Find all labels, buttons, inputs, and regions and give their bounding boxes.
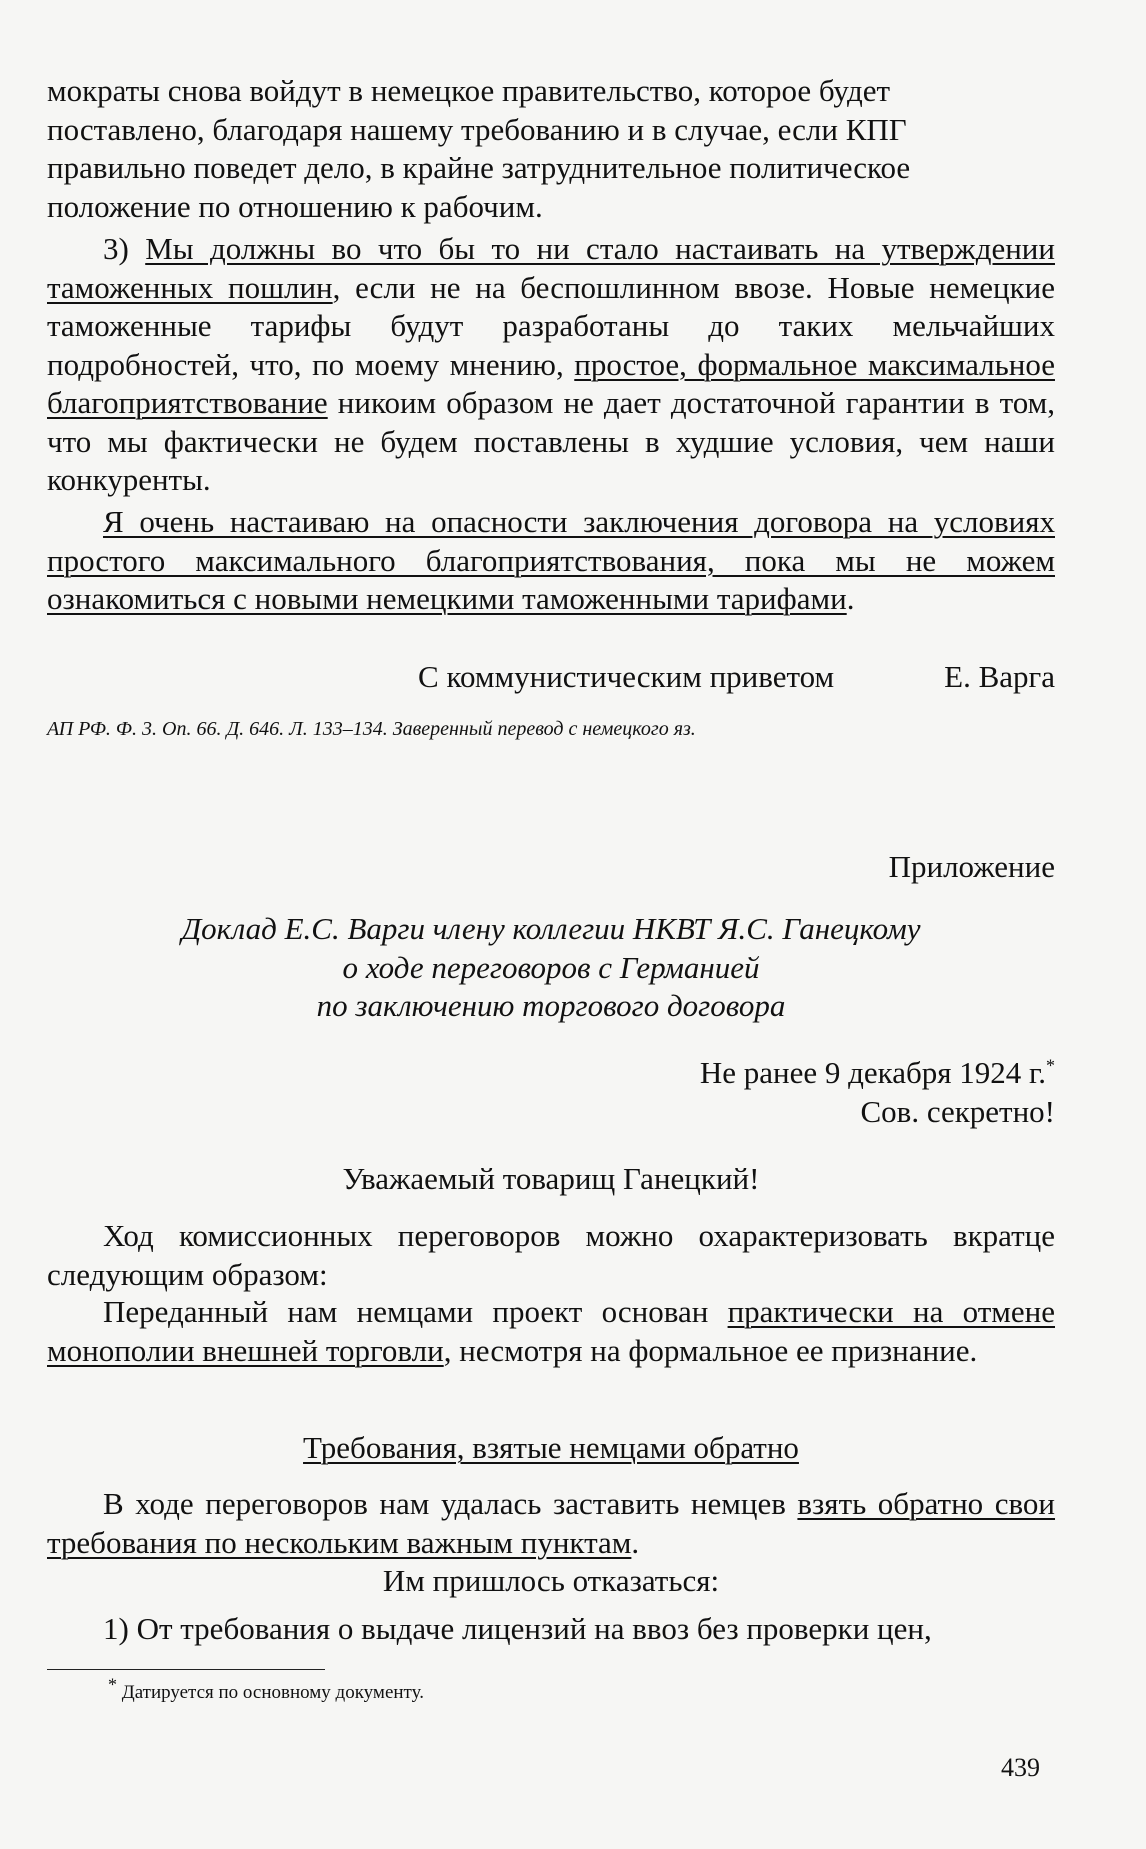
underlined-text: Я очень настаиваю на опасности заключения договора на условиях простого максимального благоприятствования, пока мы не можем ознакомиться с новыми немецкими таможенными тарифами bbox=[47, 504, 1055, 616]
text-line: мократы снова войдут в немецкое правительство, которое будет bbox=[47, 73, 891, 108]
underlined-text: Мы должны во что бы то ни стало настаивать на утверждении таможенных пошлин bbox=[47, 231, 1055, 305]
title-line: Доклад Е.С. Варги члену коллегии НКВТ Я.С. Ганецкому bbox=[181, 911, 921, 946]
plain-text: В ходе переговоров нам удалась заставить немцев bbox=[103, 1486, 798, 1521]
document-date bbox=[47, 1054, 1055, 1093]
paragraph-text bbox=[47, 1293, 1055, 1370]
signature-name: Е. Варга bbox=[944, 659, 1055, 694]
title-line: о ходе переговоров с Германией bbox=[342, 949, 760, 985]
underlined-text: практически на отмене монополии внешней торговли bbox=[47, 1294, 1055, 1368]
plain-text: никоим образом не дает достаточной гарантии в том, что мы фактически не будем поставлены в худшие условия, чем наши конкуренты. bbox=[47, 385, 1055, 497]
date-text: Не ранее 9 декабря 1924 г. bbox=[699, 1055, 1046, 1090]
paragraph-continuation bbox=[47, 72, 1055, 226]
paragraph-text: Ход комиссионных переговоров можно охарактеризовать вкратце следующим образом: bbox=[47, 1218, 1055, 1292]
section-heading bbox=[47, 1429, 1055, 1468]
page-number: 439 bbox=[1001, 1753, 1040, 1782]
underlined-text: взять обратно свои требования по нескольким важным пунктам bbox=[47, 1486, 1056, 1560]
text-line: правильно поведет дело, в крайне затруднительное политическое bbox=[47, 150, 911, 185]
footnote-marker: * bbox=[1046, 1055, 1055, 1076]
underlined-text: простое, формальное максимальное благоприятствование bbox=[47, 346, 1055, 420]
salutation: Уважаемый товарищ Ганецкий! bbox=[342, 1161, 760, 1196]
paragraph-text bbox=[47, 1485, 1055, 1562]
list-number: 3) bbox=[103, 231, 146, 266]
text-line: положение по отношению к рабочим. bbox=[47, 188, 543, 224]
paragraph-overview bbox=[47, 1217, 1055, 1294]
closing-phrase: С коммунистическим приветом bbox=[418, 659, 835, 694]
section-heading-text: Требования, взятые немцами обратно bbox=[303, 1430, 799, 1465]
refusal-heading: Им пришлось отказаться: bbox=[382, 1563, 720, 1598]
footnote-text: Датируется по основному документу. bbox=[117, 1682, 424, 1703]
plain-text: . bbox=[631, 1524, 640, 1560]
appendix-title bbox=[47, 910, 1055, 1026]
plain-text: , несмотря на формальное ее признание. bbox=[443, 1332, 978, 1368]
signature-row bbox=[47, 658, 1055, 697]
paragraph-text: 1) От требования о выдаче лицензий на ввоз без проверки цен, bbox=[103, 1611, 932, 1646]
paragraph-project bbox=[47, 1293, 1055, 1370]
plain-text: Переданный нам немцами проект основан bbox=[103, 1294, 728, 1329]
plain-text: , если не на беспошлинном ввозе. Новые немецкие таможенные тарифы будут разработаны до таких мельчайших подробностей, что, по моему мнению, bbox=[47, 269, 1055, 382]
signature-block bbox=[47, 658, 1055, 697]
plain-text: . bbox=[846, 581, 855, 616]
paragraph-point-3 bbox=[47, 230, 1055, 500]
paragraph-text bbox=[47, 230, 1055, 500]
archive-reference: АП РФ. Ф. 3. Оп. 66. Д. 646. Л. 133–134. Заверенный перевод с немецкого яз. bbox=[47, 718, 696, 740]
footnote-divider bbox=[47, 1669, 325, 1670]
paragraph-warning bbox=[47, 503, 1055, 619]
paragraph-point-1 bbox=[47, 1610, 1055, 1649]
footnote bbox=[108, 1674, 424, 1705]
footnote-mark: * bbox=[108, 1674, 117, 1695]
text-line: поставлено, благодаря нашему требованию и в случае, если КПГ bbox=[47, 111, 907, 147]
date-block bbox=[47, 1054, 1055, 1131]
title-line: по заключению торгового договора bbox=[316, 988, 786, 1023]
classification-stamp: Сов. секретно! bbox=[860, 1093, 1055, 1129]
paragraph-text bbox=[47, 503, 1055, 619]
appendix-label: Приложение bbox=[888, 849, 1055, 884]
paragraph-withdrawn bbox=[47, 1485, 1055, 1562]
